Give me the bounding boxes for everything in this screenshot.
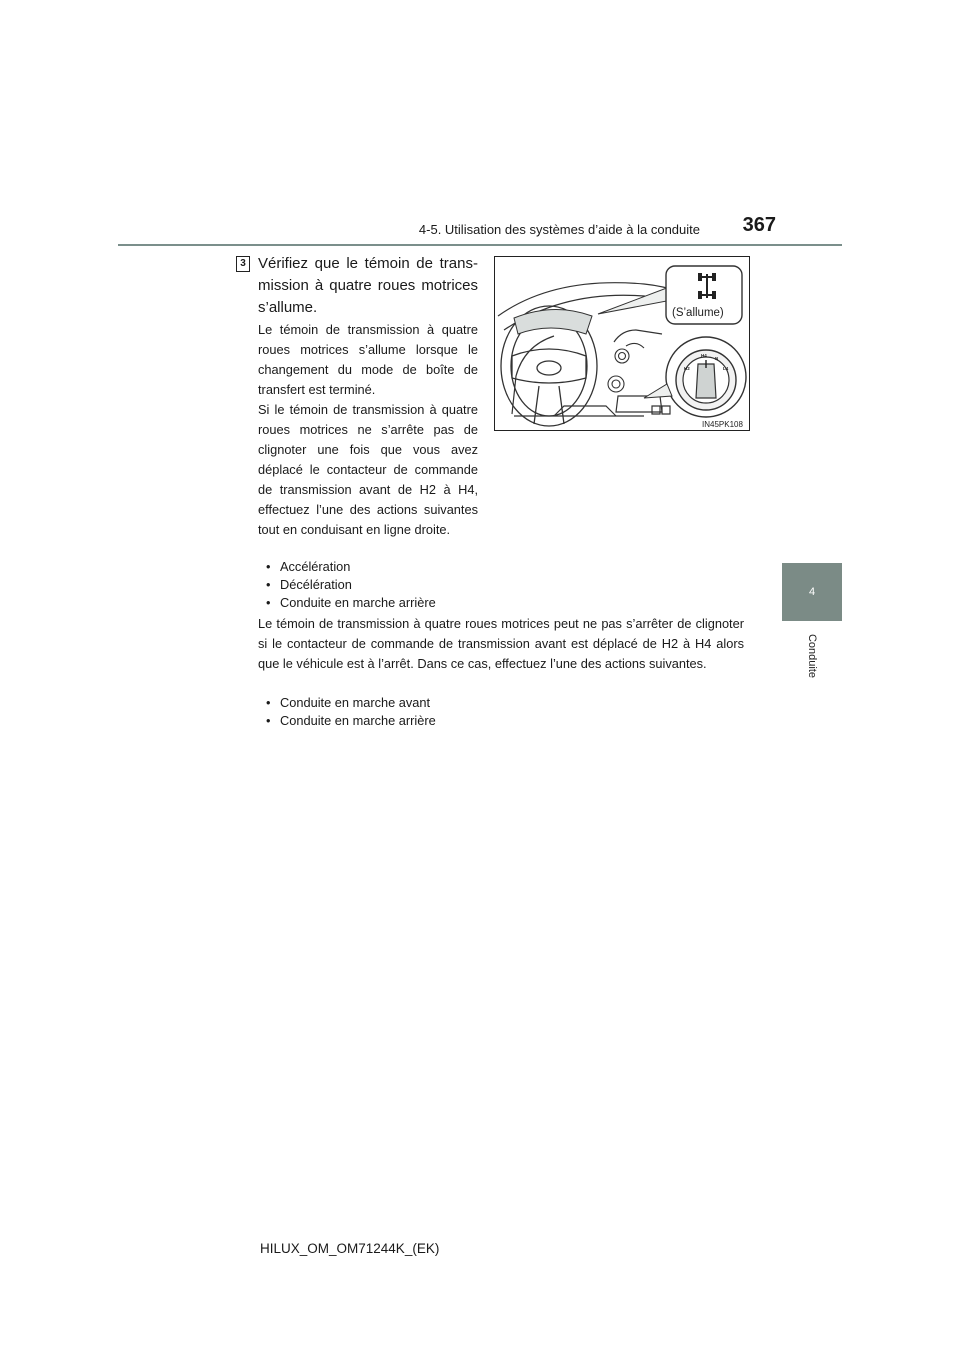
document-code: HILUX_OM_OM71244K_(EK) [260,1241,440,1256]
dashboard-illustration [494,256,750,431]
list-item: • Conduite en marche arrière [266,712,436,730]
page-number: 367 [742,214,776,236]
chapter-number: 4 [808,586,816,598]
list-item: • Accélération [266,558,436,576]
figure-id: IN45PK108 [702,420,743,429]
dial-label-l4: L4 [723,366,729,371]
indicator-state-label: (S’allume) [672,307,724,319]
paragraph-2: Si le témoin de transmission à quatre roues motrices ne s’arrête pas de clignoter une fois que vous avez déplacé le contacteur de commande de transmission avant de H2 à H4, effectuez l’une des actions suivantes tout en conduisant en ligne droite. [258,402,478,537]
dial-label-h2: H2 [684,366,690,371]
section-title: 4-5. Utilisation des systèmes d’aide à la conduite [418,222,700,237]
paragraph-1: Le témoin de transmission à quatre roues motrices s’allume lorsque le changement du mode de boîte de transfert est terminé. [258,322,478,397]
dial-label-h4: H4 [701,353,707,358]
list-item: • Décélération [266,576,436,594]
chapter-label [782,621,842,691]
chapter-label-text: Conduite [806,633,818,679]
header-divider [118,244,842,246]
list-item: • Conduite en marche arrière [266,594,436,612]
paragraph-3: Le témoin de transmission à quatre roues motrices peut ne pas s’arrêter de clignoter si le contacteur de commande de transmission avant est déplacé de H2 à H4 alors que le véhicule est à l’arrêt. Dans ce cas, effectuez l’une des actions suivantes. [258,616,744,671]
dial-label-n: N [715,356,719,361]
bullet-list-2 [266,694,436,730]
bullet-list-1 [266,558,436,612]
list-item: • Conduite en marche avant [266,694,436,712]
chapter-tab [782,563,842,621]
step-heading: Vérifiez que le témoin de transmission à quatre roues motrices s’allume. [258,255,478,316]
step-number: 3 [236,256,250,272]
transfer-dial-icon [676,350,736,410]
